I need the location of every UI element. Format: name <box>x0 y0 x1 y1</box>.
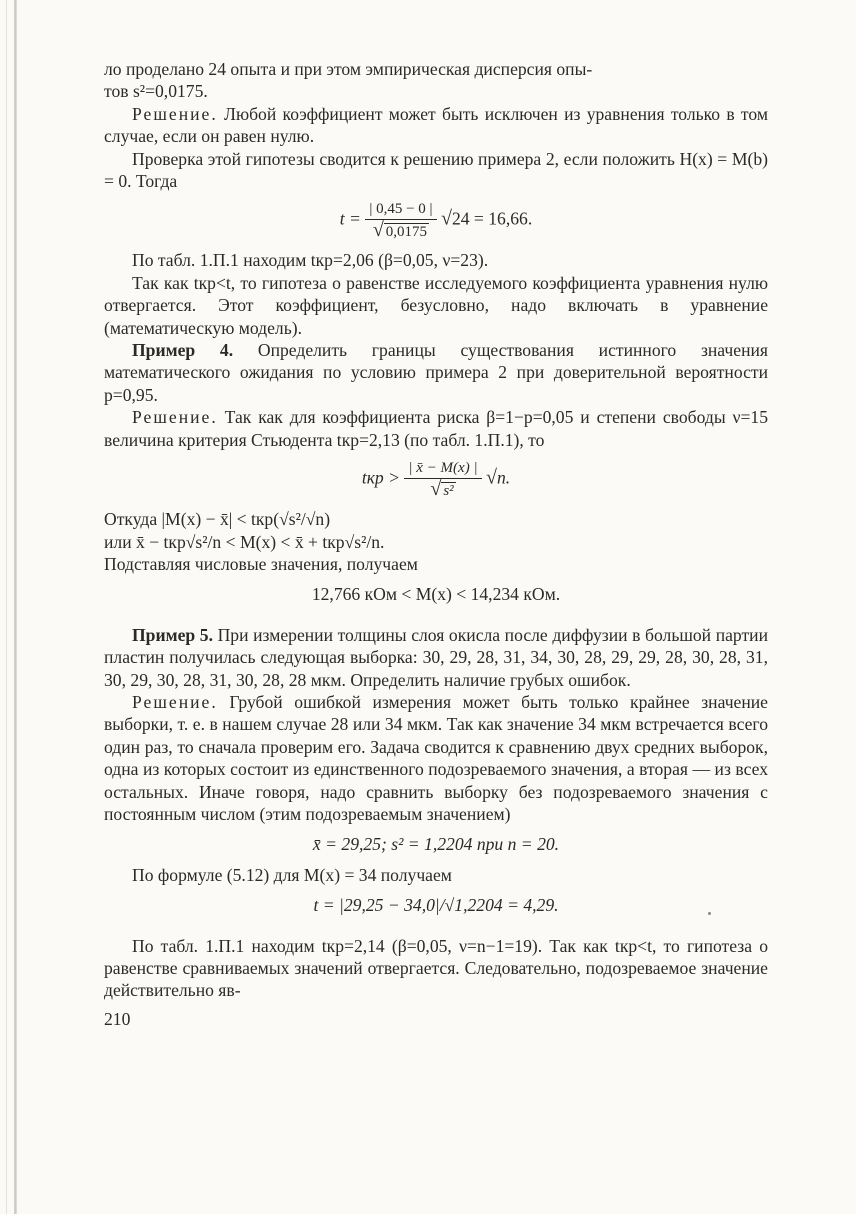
text-line: ло проделано 24 опыта и при этом эмпирическая дисперсия опы- <box>104 59 593 79</box>
example-text: При измерении толщины слоя окисла после диффузии в большой партии пластин получилась следующая выборка: 30, 29, 28, 31, 34, 30, 28, 29, 29, 28, 30, 28, 31, 30, 29, 30, 28, 31, 30, 28, 28 мкм. Определить наличие грубых ошибок. <box>104 624 769 690</box>
formula-rhs: n. <box>496 467 511 488</box>
page-number: 210 <box>104 1008 131 1029</box>
formula-t-inequality: tкр > $\frac{| x̄ - M(x) |}{\text{√ s²}}$ √n. <box>361 460 511 501</box>
formula-t: t = $\frac{| 0,45 - 0 |}{√ 0,0175}$ √24 = 16,66. <box>339 201 533 242</box>
formula-interval: 12,766 кОм < M(x) < 14,234 кОм. <box>311 584 561 605</box>
formula-denominator: √ 0,0175 <box>372 219 428 242</box>
paragraph-solution <box>104 406 768 451</box>
paragraph-conclusion: Так как tкр<t, то гипотеза о равенстве исследуемого коэффициента уравнения нулю отвергается. Этот коэффициент, безусловно, надо включать в уравнение (математическую модель). <box>104 272 768 338</box>
formula-denominator: √ s² <box>430 478 454 501</box>
text-line: или x̄ − tкр√s²/n < M(x) < x̄ + tкр√s²/n. <box>104 531 385 552</box>
paragraph-check: Проверка этой гипотезы сводится к решению примера 2, если положить H(x) = M(b) = 0. Тогда <box>104 148 768 192</box>
solution-label: Решение. <box>132 103 218 124</box>
formula-fraction <box>365 200 436 241</box>
solution-label: Решение. <box>132 407 218 428</box>
formula-t-value: t = |29,25 − 34,0|/√1,2204 = 4,29. <box>313 895 559 916</box>
formula-sample-stats: x̄ = 29,25; s² = 1,2204 при n = 20. <box>312 834 560 855</box>
formula-numerator: | 0,45 − 0 | <box>365 200 436 220</box>
book-binding-shadow <box>14 0 17 1214</box>
paragraph-example-5 <box>104 624 768 691</box>
document-page <box>104 58 768 1030</box>
paragraph-table-lookup: По табл. 1.П.1 находим tкр=2,06 (β=0,05, ν=23). <box>132 250 489 271</box>
text-line: Подставляя числовые значения, получаем <box>104 553 418 574</box>
formula-fraction <box>404 459 481 500</box>
solution-text: Так как для коэффициента риска β=1−p=0,05 и степени свободы ν=15 величина критерия Стьюдента tкр=2,13 (по табл. 1.П.1), то <box>104 407 768 450</box>
solution-label: Решение. <box>132 691 218 712</box>
solution-text: Грубой ошибкой измерения может быть только крайнее значение выборки, т. е. в нашем случае 28 или 34 мкм. Так как значение 34 мкм встречается всего один раз, то сначала проверим его. Задача сводится к сравнению двух средних выборок, одна из которых состоит из единственного подозреваемого значения, а вторая — из всех остальных. Иначе говоря, надо сравнить выборку без подозреваемого значения с постоянным числом (этим подозреваемым значением) <box>104 691 768 824</box>
formula-lhs: tкр > <box>361 467 400 488</box>
text-line: тов s²=0,0175. <box>104 81 208 102</box>
book-binding-edge <box>6 0 7 1214</box>
formula-lhs: t = <box>339 208 361 229</box>
example-text: Определить границы существования истинного значения математического ожидания по условию примера 2 при доверительной вероятности p=0,95. <box>104 340 768 405</box>
paragraph-formula-ref: По формуле (5.12) для M(x) = 34 получаем <box>132 864 452 885</box>
paragraph-solution <box>104 691 768 825</box>
example-label: Пример 5. <box>132 624 213 645</box>
example-label: Пример 4. <box>132 340 234 361</box>
paragraph-table-lookup: По табл. 1.П.1 находим tкр=2,14 (β=0,05, ν=n−1=19). Так как tкр<t, то гипотеза о равенстве сравниваемых значений отвергается. Следовательно, подозреваемое значение действительно яв- <box>104 935 768 1001</box>
formula-rhs: 24 = 16,66. <box>451 208 533 229</box>
solution-text: Любой коэффициент может быть исключен из уравнения только в том случае, если он равен нулю. <box>104 103 768 147</box>
formula-numerator: | x̄ − M(x) | <box>404 459 481 479</box>
text-line: Откуда |M(x) − x̄| < tкр(√s²/√n) <box>104 509 331 530</box>
paragraph-example-4 <box>104 339 768 406</box>
paragraph-solution <box>104 103 768 148</box>
